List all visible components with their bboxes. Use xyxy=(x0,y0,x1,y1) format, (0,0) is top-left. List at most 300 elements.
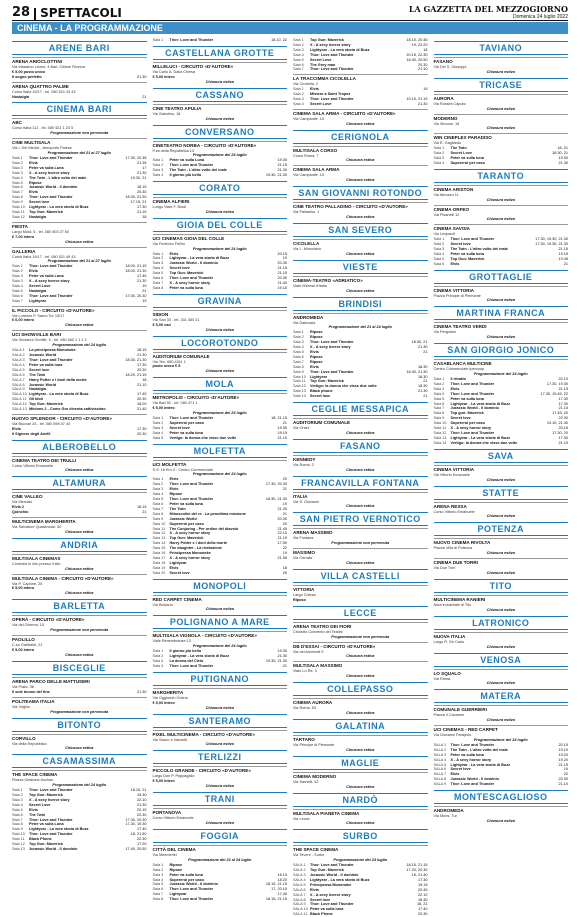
film-title: Peter va sulla luna xyxy=(169,872,203,877)
showtimes: 22.10 xyxy=(417,892,428,897)
showtimes: 19.15 xyxy=(558,251,568,256)
venue-address: Via Federico Fellini xyxy=(152,241,185,246)
film-title: Top Gun: Maverick xyxy=(450,256,485,261)
showtimes: 17.30, 19.30, 21.30 xyxy=(535,237,568,242)
listings-column xyxy=(434,38,569,834)
film-title: La donna del Cielo xyxy=(169,659,204,664)
programme-note: Chiusura estiva xyxy=(486,551,515,556)
screen-label: Sala 2 xyxy=(433,381,445,386)
city-heading: BARLETTA xyxy=(12,599,147,613)
showtimes: 18.15, 21 xyxy=(130,788,147,793)
showtimes: 19.20 xyxy=(558,757,568,762)
film-title: Elvis xyxy=(450,386,460,391)
screen-label: Sala 4 xyxy=(12,284,23,288)
programme-note: Programmazione del 24 luglio xyxy=(192,246,247,251)
screen-label: Sala 12 xyxy=(152,531,166,536)
screen-label: Sala 13 xyxy=(12,846,25,851)
film-title: Elvis 2 xyxy=(12,505,25,510)
showtimes: 21.15 xyxy=(558,406,568,411)
screen-label: Sala 4 xyxy=(152,492,164,497)
showtimes: 19 xyxy=(142,284,147,288)
city-heading: TRANI xyxy=(153,792,288,806)
venue-note: € 5,00 intero xyxy=(152,779,175,784)
film-title: The Twin - L'altro volto del male xyxy=(169,168,227,173)
screen-label: Sala 5 xyxy=(293,349,304,354)
screen-label: Sala 6 xyxy=(433,401,445,406)
screen-label: Sala 7 xyxy=(152,506,164,511)
film-title: Elvis xyxy=(169,487,179,492)
showtimes: 20.15 xyxy=(558,426,568,431)
screen-label: Sala 3 xyxy=(433,247,445,252)
showtimes: 19 xyxy=(142,298,147,303)
screen-label: SALA 4 xyxy=(433,757,447,762)
city-heading: LOCOROTONDO xyxy=(153,336,288,350)
film-title: Secret love xyxy=(29,367,50,372)
venue-address: Via E. Gagliardo xyxy=(433,141,462,146)
venue-name: MULTISALA CINEMAS xyxy=(12,554,147,562)
screen-label: SALA 4 xyxy=(12,362,25,367)
film-title: The Grey man xyxy=(310,62,336,67)
showtimes: 19.30 xyxy=(277,158,287,163)
screen-label: Sala 3 xyxy=(433,156,445,160)
city-heading: MONOPOLI xyxy=(153,579,288,593)
screen-label: Sala 7 xyxy=(12,817,23,822)
film-title: Jurassic World - Il dominio xyxy=(29,185,78,190)
city-heading: SURBO xyxy=(293,829,428,843)
venue-name: THE SPACE CINEMA xyxy=(12,770,147,778)
venue-note: € 5,00 intero xyxy=(152,700,175,705)
showtimes: 20.30 xyxy=(136,431,147,436)
programme-note: Chiusura estiva xyxy=(486,69,515,74)
venue-name: UCI CINEMAS GIOIA DEL COLLE xyxy=(153,234,288,242)
screen-label: Sala 7 xyxy=(152,892,164,897)
venue-name: THE SPACE CINEMA xyxy=(293,845,428,853)
venue-address: Via Abruzzo 11 xyxy=(433,192,459,197)
venue-name: FASANO xyxy=(434,57,569,65)
screen-label: SALA 8 xyxy=(12,382,25,387)
venue-address: Via Rossini Caputo xyxy=(433,101,466,106)
film-title: Jurassic World xyxy=(29,382,57,387)
showtimes: 17.30, 19.30 xyxy=(546,381,568,386)
showtimes: 21 xyxy=(563,261,568,266)
screen-label: Sala 9 xyxy=(12,827,23,832)
city-heading: FRANCAVILLA FONTANA xyxy=(293,476,428,490)
programme-note: Chiusura estiva xyxy=(65,239,94,244)
screen-label: SALA 3 xyxy=(293,873,306,877)
showtimes: 21.30 xyxy=(136,802,147,807)
venue-name: CINEMA-TEATRO «ADRIATICO» xyxy=(293,276,428,284)
venue-name: NUOVA ITALIA xyxy=(434,632,569,640)
screen-label: SALA 2 xyxy=(433,747,447,752)
programme-note: Chiusura estiva xyxy=(65,653,94,657)
showtimes: 20.30 xyxy=(136,190,147,195)
venue-name: TARTARO xyxy=(293,735,428,743)
film-title: The Twin xyxy=(169,506,186,511)
venue-name: CINEMA SAVOIA xyxy=(434,224,569,232)
film-title: Thor: Love and Thunder xyxy=(310,340,354,345)
screen-label: Sala 2 xyxy=(293,92,304,97)
city-heading: ALTAMURA xyxy=(12,476,147,490)
screen-label: Sala 20 xyxy=(152,570,166,575)
film-title: Ripose xyxy=(310,354,323,359)
film-title: Elvis xyxy=(169,251,179,256)
showtimes: 19 xyxy=(282,502,287,507)
venue-address: Via Roma, 53 xyxy=(293,706,316,711)
venue-name: KENNEDY xyxy=(293,455,428,463)
film-title: Jurassic World - Il dominio xyxy=(450,777,499,782)
city-heading: TRICASE xyxy=(434,78,569,92)
showtimes: 20.30 xyxy=(558,777,568,782)
showing-row xyxy=(153,38,288,43)
film-title: Thor: Love and Thunder xyxy=(169,887,214,892)
venue-name: MODERNO xyxy=(434,114,569,122)
film-title: The Twin xyxy=(29,812,46,817)
city-heading: SANTERAMO xyxy=(153,714,288,728)
programme-note: Programmazione del 21 al 24 luglio xyxy=(328,325,392,330)
showtimes: 18.30, 21 xyxy=(552,151,568,156)
screen-label: SALA 6 xyxy=(12,372,25,377)
film-title: Elvis xyxy=(450,261,460,266)
screen-label: SALA 7 xyxy=(12,377,25,382)
venue-name: ARENA ARIOCLOTTINI xyxy=(12,57,147,65)
screen-label: Sala 3 xyxy=(152,872,164,877)
film-title: X - A sexy horror story xyxy=(310,345,351,350)
showtimes: 18.15 xyxy=(136,185,147,190)
showtimes: 18 xyxy=(142,377,147,382)
film-title: Thor: Love and Thunder xyxy=(29,293,73,298)
film-title: Thor: Love and Thunder xyxy=(169,497,214,502)
showtimes: 17.30, 19.45, 22 xyxy=(540,391,568,396)
city-heading: CERIGNOLA xyxy=(293,130,428,144)
showtimes: 17.30, 20.35 xyxy=(125,156,147,160)
showtimes: 17.30 xyxy=(558,435,568,440)
venue-address: Via I. Dei Medici - Aeroporto Palese xyxy=(12,146,72,151)
showtimes: 18 xyxy=(142,214,147,219)
city-heading: TAVIANO xyxy=(434,41,569,55)
screen-label: SALA 7 xyxy=(293,892,306,897)
venue-name: IL PICCOLO - CIRCUITO «D'AUTORE» xyxy=(12,306,147,314)
film-title: Top Gun: Maverick xyxy=(29,402,63,407)
screen-label: Sala 3 xyxy=(152,168,164,173)
venue-address: Largo Don P. Pappagallo xyxy=(152,774,195,779)
programme-note: Programmazione del 24 luglio xyxy=(192,472,247,477)
film-title: Peter va sulla luna xyxy=(450,251,484,256)
film-title: Thor: Love and Thunder xyxy=(169,663,214,668)
listings-column xyxy=(293,38,428,917)
screen-label: Sala 4 xyxy=(293,345,304,350)
film-title: Lightyear - La vera storia di Buzz xyxy=(169,654,229,659)
film-title: Minuscolini del re - La penultima missione xyxy=(169,511,246,516)
showtimes: 21 xyxy=(423,394,428,399)
film-title: Secret love xyxy=(310,897,331,902)
showtimes: 22.10 xyxy=(277,531,287,536)
city-heading: LATRONICO xyxy=(434,616,569,630)
showing-row xyxy=(153,173,288,178)
programme-note: Chiusura estiva xyxy=(65,566,94,571)
film-title: The daughter - La rivelazione xyxy=(169,546,223,551)
venue-note: € 5,00 cad xyxy=(152,322,171,327)
programme-note: Programmazione non pervenuta xyxy=(50,709,109,714)
venue-address: Via S. Giovanni xyxy=(293,499,320,504)
venue-name: CINEMA SALA ARMA xyxy=(293,165,428,173)
venue-address: Corso Vittorio Emanuele xyxy=(12,463,54,468)
showtimes: 21.15 xyxy=(558,386,568,391)
showtimes: 21.15 xyxy=(558,762,568,767)
screen-label: Sala 12 xyxy=(12,214,25,219)
screen-label: Sala 1 xyxy=(433,146,445,151)
screen-label: Sala 4 xyxy=(433,391,445,396)
programme-note: Chiusura estiva xyxy=(486,217,515,222)
city-heading: POLIGNANO A MARE xyxy=(153,615,288,629)
showtimes: 18.30, 21.30 xyxy=(406,369,428,374)
film-title: X - A sexy horror story xyxy=(29,279,70,284)
film-title: Thor: Love and Thunder xyxy=(310,96,354,101)
film-title: Thor: Love and Thunder xyxy=(169,163,214,168)
venue-name: MULTICINEMA RANIERI xyxy=(434,595,569,603)
showtimes: 18, 21.15 xyxy=(271,416,287,421)
film-title: Top Gun: Maverick xyxy=(169,536,204,541)
film-title: Secret love xyxy=(450,242,471,247)
venue-address: Via Giovanni Parapolo xyxy=(433,733,472,738)
venue-name: CINE VALLEO xyxy=(12,492,147,500)
screen-label: Sala 4 xyxy=(433,251,445,256)
film-title: Il ritratto xyxy=(450,377,466,382)
city-heading: MAGLIE xyxy=(293,756,428,770)
showtimes: 17.30, 20.30 xyxy=(265,482,287,487)
screen-label: Sala 9 xyxy=(433,416,445,421)
venue-name: ANDROMEDA xyxy=(434,806,569,814)
screen-label: SALA 5 xyxy=(433,762,447,767)
venue-name: CINEMA SALA ARMA - CIRCUITO «D'AUTORE» xyxy=(293,109,428,117)
screen-label: SALA 1 xyxy=(12,348,25,353)
film-title: Secret love xyxy=(169,570,190,575)
film-title: X - A sexy horror story xyxy=(169,531,211,536)
film-title: Peter va sulla luna xyxy=(310,907,344,912)
screen-label: Sala 3 xyxy=(293,47,304,52)
venue-name: FIESTA xyxy=(12,222,147,230)
venue-note: Riposo xyxy=(293,597,306,602)
film-title: Jurassic World xyxy=(169,516,197,521)
showtimes: 20 xyxy=(282,570,287,575)
showtimes: 16.15 xyxy=(277,872,287,877)
showtimes: 18.00, 21.30 xyxy=(125,269,147,274)
screen-label: SALA 2 xyxy=(293,868,306,873)
showtimes: 21 xyxy=(282,487,287,492)
screen-label: Sala 5 xyxy=(152,497,164,502)
screen-label: SALA 9 xyxy=(293,902,306,907)
screen-label: SALA 8 xyxy=(293,897,306,902)
showing-row xyxy=(293,102,428,107)
programme-note: Chiusura estiva xyxy=(346,467,375,472)
film-title: Top Gun: Maverick xyxy=(29,842,63,847)
venue-address: Via Salvatore Quasimodo, 50 xyxy=(12,525,62,530)
programme-note: Chiusura estiva xyxy=(486,570,515,575)
film-title: Top Gun: Maverick xyxy=(29,793,63,797)
venue-note: € 6,00 intero xyxy=(12,318,35,323)
programme-note: Chiusura estiva xyxy=(205,705,234,710)
showtimes: 19.45 xyxy=(558,256,568,261)
showing-row xyxy=(434,262,569,267)
city-heading: SAN GIORGIO JONICO xyxy=(434,343,569,357)
screen-label: Sala 1 xyxy=(152,416,164,421)
screen-label: Sala 11 xyxy=(293,379,306,384)
city-heading: CASAMASSIMA xyxy=(12,754,147,768)
venue-address: Via Lecce xyxy=(293,816,310,821)
city-heading: FASANO xyxy=(293,439,428,453)
city-heading: CASTELLANA GROTTE xyxy=(153,46,288,60)
showtimes: 17.40 xyxy=(417,907,428,912)
programme-note: Chiusura estiva xyxy=(346,214,375,219)
venue-address: Via Leopardi xyxy=(433,232,455,237)
showtimes: 21.15 xyxy=(277,266,287,271)
programme-note: Programmazione non pervenuta xyxy=(50,628,109,633)
film-title: Nostalgia xyxy=(29,387,47,392)
showtimes: 17.40, 20.50 xyxy=(125,846,147,851)
venue-address: Piazza Villa di Potenza xyxy=(433,546,473,551)
venue-name: CINE MULTISALA xyxy=(12,138,147,146)
section-banner: CINEMA - LA PROGRAMMAZIONE xyxy=(12,22,568,34)
venue-name: ARENA PARCO DELLE MATTUSERI xyxy=(12,677,147,685)
film-title: Thor: Love and Thunder xyxy=(310,52,354,57)
screen-label: Sala 14 xyxy=(433,440,447,445)
screen-label: Sala 1 xyxy=(152,38,164,42)
showtimes: 21.30 xyxy=(417,389,428,394)
screen-label: SALA 8 xyxy=(433,777,447,782)
venue-name: PICCOLO GRANDE - CIRCUITO «D'AUTORE» xyxy=(153,766,288,774)
screen-label: Sala 14 xyxy=(293,394,306,399)
film-title: Top Gun: Maverick xyxy=(310,379,344,384)
showing-row xyxy=(293,394,428,399)
showtimes: 17, 20.15 xyxy=(271,887,287,892)
screen-label: Sala 11 xyxy=(12,209,25,214)
city-heading: BRINDISI xyxy=(293,297,428,311)
showtimes: 18.30 xyxy=(417,374,428,379)
showtimes: 22.30 xyxy=(558,416,568,421)
programme-note: Programmazione del 24 luglio xyxy=(52,343,107,348)
venue-name: CITTÀ DEL CINEMA xyxy=(153,845,288,853)
film-title: Minions 2 - Come Gru diventa cattivissimo xyxy=(29,407,106,412)
screen-label: Sala 19 xyxy=(152,565,166,570)
film-title: Gli Idoli xyxy=(29,397,43,402)
venue-name: CINEMA VITTORIA xyxy=(434,465,569,473)
programme-note: Programmazione del 24 luglio xyxy=(52,783,107,788)
film-title: Peter va sulla Luna xyxy=(29,822,64,827)
film-title: Secret Love xyxy=(310,57,332,62)
venue-address: Via Carrafa xyxy=(293,556,313,561)
showtimes: 17.45 xyxy=(136,274,147,279)
showtimes: 19, 22.20 xyxy=(411,42,428,47)
screen-label: Sala 13 xyxy=(433,435,447,440)
film-title: The Twin - L'altro volto del male xyxy=(450,247,508,252)
film-title: Thor: Love and Thunder xyxy=(29,358,73,363)
showtimes: 20.30 xyxy=(417,912,428,917)
showtimes: 18.30, 21.30 xyxy=(265,497,287,502)
showtimes: 18, 21.50 xyxy=(130,832,147,837)
film-title: Ripose xyxy=(310,359,323,364)
showtimes: 21.10 xyxy=(136,382,147,387)
screen-label: Sala 2 xyxy=(293,335,304,340)
showtimes: 17.50 xyxy=(277,541,287,546)
showtimes: 19 xyxy=(423,87,428,92)
showtimes: 20.15 xyxy=(558,742,568,747)
film-title: Il Signore degli Anelli xyxy=(12,431,51,436)
film-title: Elvis xyxy=(169,565,179,570)
film-title: Peter va sulla luna xyxy=(450,752,484,757)
venue-name: COMUNALE GUERRIERI xyxy=(434,705,569,713)
venue-name: CICOLELLA xyxy=(293,239,428,247)
venue-address: Via Orsini xyxy=(293,426,310,431)
showtimes: 21 xyxy=(282,421,287,426)
venue-name: UCI SHOWVILLE BARI xyxy=(12,330,147,338)
screen-label: Sala 1 xyxy=(152,862,164,867)
screen-label: Sala 11 xyxy=(152,526,166,531)
newspaper-name: LA GAZZETTA DEL MEZZOGIORNO xyxy=(408,4,568,14)
showtimes: 20.10 xyxy=(558,377,568,382)
screen-label: Sala 8 xyxy=(152,511,164,516)
film-title: Peter va sulla Luna xyxy=(29,165,64,170)
screen-label: Sala 2 xyxy=(152,421,164,426)
screen-label: Sala 1 xyxy=(12,264,23,269)
showing-row xyxy=(153,664,288,669)
film-title: Secret love xyxy=(169,266,190,271)
showtimes: 17.30 xyxy=(558,396,568,401)
showtimes: 19.30 xyxy=(277,649,287,654)
venue-address: Chiostro Convento dei Teatini xyxy=(293,629,343,634)
film-title: Nostalgia xyxy=(29,288,47,293)
showtimes: 21.30 xyxy=(136,279,147,284)
showtimes: 21.30 xyxy=(136,689,147,694)
film-title: Lightyear - La vera storia di Buzz xyxy=(29,827,89,832)
programme-note: Programmazione del 24 luglio xyxy=(192,153,247,158)
film-title: Peter va sulla luna xyxy=(169,502,203,507)
showtimes: 18.30 xyxy=(417,364,428,369)
screen-label: Sala 6 xyxy=(12,812,23,817)
venue-address: Via Giovanni Gentile, 5 - tel. 080 960 1 1 1 1 xyxy=(12,338,87,343)
showing-row xyxy=(153,897,288,902)
screen-label: Sala 15 xyxy=(152,546,166,551)
showtimes: 19.30 xyxy=(558,156,568,160)
venue-note: € 5,00 intero xyxy=(12,586,35,591)
showing-row xyxy=(12,432,147,437)
film-title: Principessa Mononoke xyxy=(310,882,352,887)
venue-address: Corso Roma, 7 xyxy=(293,153,319,158)
venue-address: P.za della Repubblica 13 xyxy=(152,148,195,153)
film-title: Il sogno perfetto xyxy=(12,74,42,79)
screen-label: Sala 2 xyxy=(433,151,445,156)
film-title: Black Phone xyxy=(310,912,333,917)
venue-address: Via Ten. 080 4311 1 xyxy=(152,359,186,364)
venue-name: OPERA - CIRCUITO «D'AUTORE» xyxy=(12,615,147,623)
programme-note: Programmazione del 24 luglio xyxy=(192,644,247,649)
film-title: Top Gun: Maverick xyxy=(29,209,63,214)
showtimes: 18.20 xyxy=(277,877,287,882)
city-heading: MARTINA FRANCA xyxy=(434,306,569,320)
venue-address: Via dei Ammirati 9 xyxy=(293,649,324,654)
screen-label: Sala 2 xyxy=(433,242,445,247)
screen-label: Sala 8 xyxy=(152,285,164,290)
venue-name: AUDITORIUM COMUNALE xyxy=(293,418,428,426)
screen-label: Sala 10 xyxy=(293,374,306,379)
programme-note: Chiusura estiva xyxy=(486,718,515,723)
film-title: Ripose xyxy=(169,862,183,867)
screen-label: SALA 13 xyxy=(12,407,27,412)
venue-address: Largo Chiesa xyxy=(293,593,316,598)
city-heading: SAN SEVERO xyxy=(293,223,428,237)
film-title: Elvis xyxy=(29,160,38,165)
showtimes: 21.15 xyxy=(277,435,287,440)
screen-label: Sala 6 xyxy=(12,185,23,190)
showtimes: 20.30 xyxy=(277,516,287,521)
